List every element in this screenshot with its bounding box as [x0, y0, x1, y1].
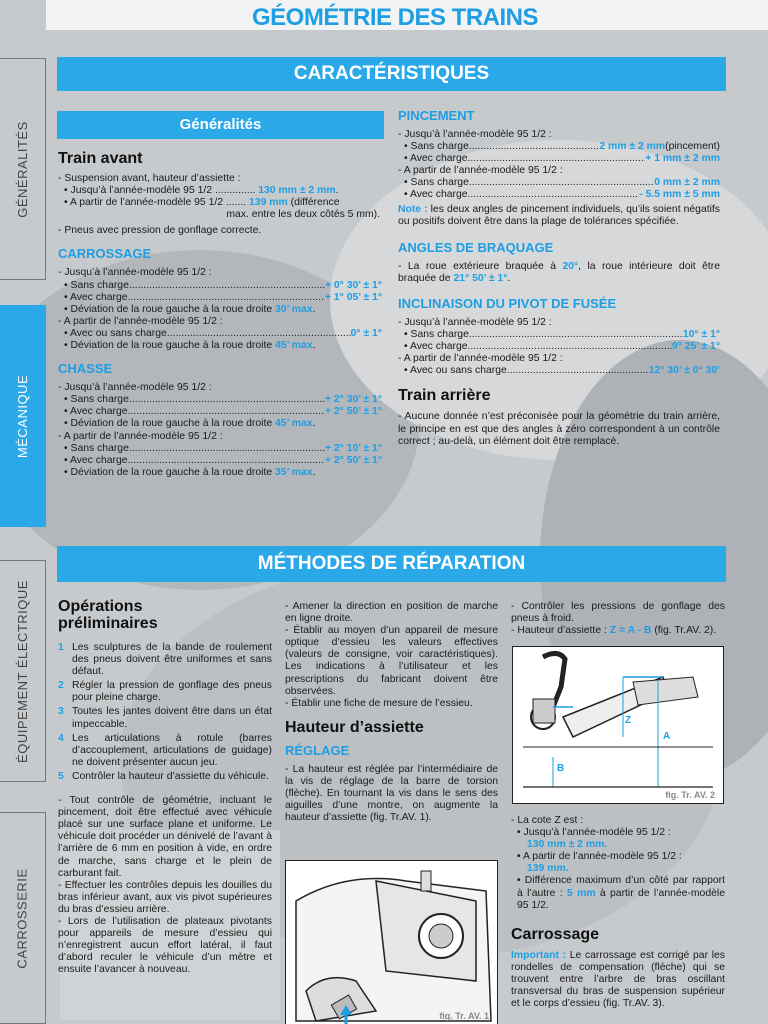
col3-p2: - Hauteur d’assiette : Z = A - B (fig. Tr.AV. 2). [511, 625, 717, 637]
train-avant-title: Train avant [58, 150, 143, 167]
carrossage-title: CARROSSAGE [58, 246, 152, 262]
col2-p3: - Établir une fiche de mesure de l’essieu. [285, 697, 473, 709]
caracteristiques-header: CARACTÉRISTIQUES [57, 57, 726, 91]
side-tab-equipement[interactable]: ÉQUIPEMENT ÉLECTRIQUE [0, 560, 46, 782]
col3-p1: - Contrôler les pressions de gonflage des pneus à froid. [511, 601, 725, 625]
train-avant-block: - Suspension avant, hauteur d’assiette : • Jusqu’à l’année-modèle 95 1/2 .............. 130 mm ± 2 mm. • A partir de l’année-modèle 95 1/2 ....... 139 mm (différence max. entre les deux côtés 5 mm). - Pneus avec pression de gonflage correcte. [58, 173, 380, 237]
col2-p1: - Amener la direction en position de marche en ligne droite. [285, 601, 498, 625]
col2-p2: - Établir au moyen d’un appareil de mesure optique d’essieu les valeurs effectives (valeurs de consigne, voir caractéristiques). Les indications à l’utilisateur et les prescriptions du fabricant doivent être observées. [285, 625, 498, 697]
carrossage-block: - Jusqu’à l’année-modèle 95 1/2 : • Sans charge ..... + 0° 30’ ± 1° • Avec charge ..... + 1° 05’ ± 1° • Déviation de la roue gauche à la roue droite 30’ max. - A partir de l’année-modèle 95 1/2 : • Avec ou sans charge ..... 0° ± 1° • Déviation de la roue gauche à la roue droite 45’ max. [58, 267, 384, 352]
pincement-title: PINCEMENT [398, 108, 475, 123]
methodes-col-1 [58, 598, 272, 976]
methodes-col-2 [285, 601, 498, 824]
ops-item: 3 Toutes les jantes doivent être dans un état impeccable. [58, 706, 272, 730]
chasse-block: - Jusqu’à l’année-modèle 95 1/2 : • Sans charge ..... + 2° 30’ ± 1° • Avec charge ..... + 2° 50’ ± 1° • Déviation de la roue gauche à la roue droite 45’ max. - A partir de l’année-modèle 95 1/2 : • Sans charge ..... + 2° 10’ ± 1° • Avec charge ..... + 2° 50’ ± 1° • Déviation de la roue gauche à la roue droite 35’ max. [58, 382, 384, 479]
pincement-block: - Jusqu’à l’année-modèle 95 1/2 : • Sans charge ..... 2 mm ± 2 mm (pincement) • Avec charge ..... + 1 mm ± 2 mm - A partir de l’année-modèle 95 1/2 : • Sans charge ..... 0 mm ± 2 mm • Avec charge ..... - 5.5 mm ± 5 mm Note : les deux angles de pincement individuels, qu’ils soient négatifs ou positifs doivent être dans la plage de tolérances spécifiée. [398, 129, 724, 228]
side-tab-mecanique[interactable]: MÉCANIQUE [0, 305, 46, 527]
pivot-block: - Jusqu’à l’année-modèle 95 1/2 : • Sans charge ..... 10° ± 1° • Avec charge ..... 9° 25’ ± 1° - A partir de l’année-modèle 95 1/2 : • Avec ou sans charge ..... 12° 30’ ± 0° 30’ [398, 317, 724, 377]
hauteur-title: Hauteur d’assiette [285, 718, 424, 736]
methodes-col-3 [511, 601, 725, 637]
ops-item: 2 Régler la pression de gonflage des pneus pour pleine charge. [58, 680, 272, 704]
train-arriere-text: - Aucune donnée n’est préconisée pour la géométrie du train arrière, le principe en est que des angles à zéro correspondent à un contrôle correct ; au-delà, un élément doit être remplacé. [398, 411, 720, 447]
figure-tr-av-1 [285, 860, 498, 1024]
fig2-label-z: Z [625, 715, 632, 726]
reglage-text: - La hauteur est réglée par l’intermédiaire de la vis de réglage de la barre de torsion (flèche). En tournant la vis dans le sens des aiguilles d’une montre, on augmente la hauteur d’assiette (fig. Tr.AV. 1). [285, 763, 498, 824]
ops-list [58, 642, 272, 783]
methodes-header: MÉTHODES DE RÉPARATION [57, 546, 726, 582]
ops-p2: - Effectuer les contrôles depuis les douilles du bras inférieur avant, aux vis pivot supérieures du bras d’essieu arrière. [58, 879, 272, 915]
reglage-title: RÉGLAGE [285, 742, 350, 758]
angles-title: ANGLES DE BRAQUAGE [398, 239, 554, 255]
figure-1-caption: fig. Tr. AV. 1 [439, 1011, 489, 1021]
figure-2-caption: fig. Tr. AV. 2 [665, 790, 715, 800]
figure-tr-av-2 [512, 646, 724, 804]
important-block: Important : Le carrossage est corrigé par les rondelles de compensation (flèche) qui se trouvent entre l’arbre de bras oscillant transversal du bras de suspension supérieur et le corps d’essieu (fig. Tr.AV. 3). [511, 949, 725, 1010]
torsion-bar-illustration [286, 861, 497, 1024]
fig2-label-b: B [557, 763, 565, 774]
caracteristiques-left-column [58, 150, 384, 479]
fig2-label-a: A [663, 731, 671, 742]
chasse-title: CHASSE [58, 361, 113, 377]
carrossage-methodes-title: Carrossage [511, 925, 600, 943]
side-tab-generalites[interactable]: GÉNÉRALITÉS [0, 58, 46, 280]
ops-item: 5 Contrôler la hauteur d’assiette du véhicule. [58, 770, 269, 782]
methodes-col-3-cont [511, 815, 725, 1010]
side-tab-carrosserie[interactable]: CARROSSERIE [0, 812, 46, 1024]
train-arriere-title: Train arrière [398, 387, 491, 405]
generalites-header: Généralités [57, 111, 384, 139]
ops-item: 4 Les articulations à rotule (barres d’accouplement, articulations de guidage) ne doivent présenter aucun jeu. [58, 732, 272, 768]
ops-title: Opérations préliminaires [58, 598, 158, 632]
ops-p3: - Lors de l’utilisation de plateaux pivotants pour appareils de mesure d’essieu qui n’enregistrent aucun effort latéral, il faut d’abord reculer le véhicule d’un mètre et ensuite l’avancer à nouveau. [58, 915, 272, 976]
pivot-title: INCLINAISON DU PIVOT DE FUSÉE [398, 295, 617, 311]
angles-block: - La roue extérieure braquée à 20°, la roue intérieure doit être braquée de 21° 50’ ± 1°. [398, 260, 720, 284]
ops-p1: - Tout contrôle de géométrie, incluant le pincement, doit être effectué avec véhicule placé sur une surface plane et uniforme. Le véhicule doit procéder un dénivelé de l’avant à l’arrière de 6 mm en position à vide, en ordre de marche, sans charge et le plein de carburant fait. [58, 795, 272, 879]
page-title: GÉOMÉTRIE DES TRAINS [251, 4, 539, 31]
ops-item: 1 Les sculptures de la bande de roulement des pneus doivent être uniformes et sans défaut. [58, 642, 272, 678]
caracteristiques-right-column [398, 108, 724, 448]
ride-height-illustration [513, 647, 723, 803]
cote-block: - La cote Z est : • Jusqu’à l’année-modèle 95 1/2 : 130 mm ± 2 mm. • A partir de l’année-modèle 95 1/2 : 139 mm. • Différence maximum d’un côté par rapport à l’autre : 5 mm à partir de l’année-modèle 95 1/2. [511, 815, 725, 911]
